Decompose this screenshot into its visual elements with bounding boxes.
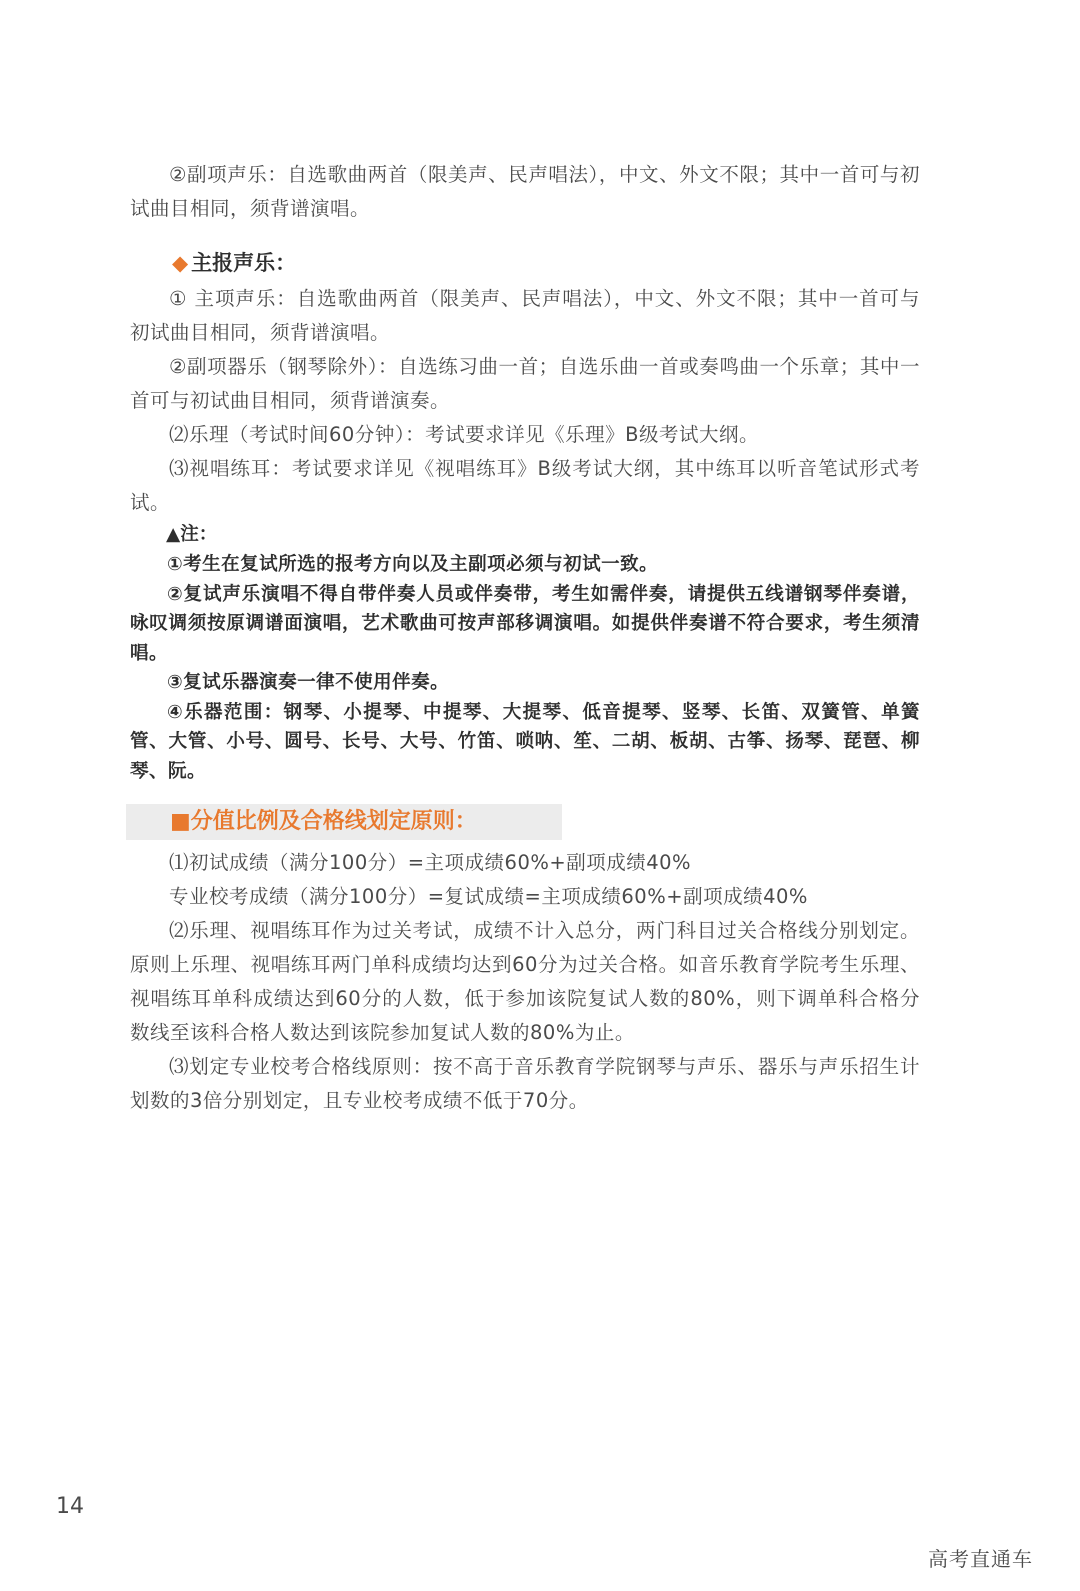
scores-item-4: ⑶划定专业校考合格线原则：按不高于音乐教育学院钢琴与声乐、器乐与声乐招生计划数的3倍分别划定，且专业校考成绩不低于70分。 [130, 1055, 920, 1112]
vice-vocal-paragraph: ②副项声乐：自选歌曲两首（限美声、民声唱法），中文、外文不限；其中一首可与初试曲目相同，须背谱演唱。 [130, 163, 920, 220]
brand-watermark: 高考直通车 [928, 1547, 1033, 1571]
note-item-3: ③复试乐器演奏一律不使用伴奏。 [167, 672, 450, 693]
main-vocal-item-4: ⑶视唱练耳：考试要求详见《视唱练耳》B级考试大纲，其中练耳以听音笔试形式考试。 [130, 457, 920, 514]
main-vocal-item-1: ① 主项声乐：自选歌曲两首（限美声、民声唱法），中文、外文不限；其中一首可与初试曲目相同，须背谱演唱。 [130, 287, 920, 344]
note-item-2: ②复试声乐演唱不得自带伴奏人员或伴奏带，考生如需伴奏，请提供五线谱钢琴伴奏谱，咏叹调须按原调谱面演唱，艺术歌曲可按声部移调演唱。如提供伴奏谱不符合要求，考生须清唱。 [130, 583, 920, 664]
scores-item-3: ⑵乐理、视唱练耳作为过关考试，成绩不计入总分，两门科目过关合格线分别划定。原则上乐理、视唱练耳两门单科成绩均达到60分为过关合格。如音乐教育学院考生乐理、视唱练耳单科成绩达到60分的人数，低于参加该院复试人数的80%，则下调单科合格分数线至该科合格人数达到该院参加复试人数的80%为止。 [130, 919, 920, 1044]
page-number: 14 [56, 1494, 84, 1519]
scores-item-2: 专业校考成绩（满分100分）=复试成绩=主项成绩60%+副项成绩40% [169, 885, 808, 908]
main-vocal-heading-text: 主报声乐： [191, 251, 297, 275]
notes-heading: ▲注： [166, 524, 218, 545]
main-vocal-item-2: ②副项器乐（钢琴除外）：自选练习曲一首；自选乐曲一首或奏鸣曲一个乐章；其中一首可与初试曲目相同，须背谱演奏。 [130, 355, 920, 412]
main-vocal-heading [130, 246, 920, 280]
note-item-4: ④乐器范围：钢琴、小提琴、中提琴、大提琴、低音提琴、竖琴、长笛、双簧管、单簧管、大管、小号、圆号、长号、大号、竹笛、唢呐、笙、二胡、板胡、古筝、扬琴、琵琶、柳琴、阮。 [130, 701, 920, 782]
scores-item-1: ⑴初试成绩（满分100分）=主项成绩60%+副项成绩40% [169, 851, 692, 874]
scores-section-heading: ■分值比例及合格线划定原则： [126, 804, 562, 840]
main-vocal-item-3: ⑵乐理（考试时间60分钟）：考试要求详见《乐理》B级考试大纲。 [169, 423, 759, 446]
document-body [130, 158, 920, 1118]
note-item-1: ①考生在复试所选的报考方向以及主副项必须与初试一致。 [167, 554, 659, 575]
diamond-bullet-icon: ◆ [172, 251, 189, 275]
